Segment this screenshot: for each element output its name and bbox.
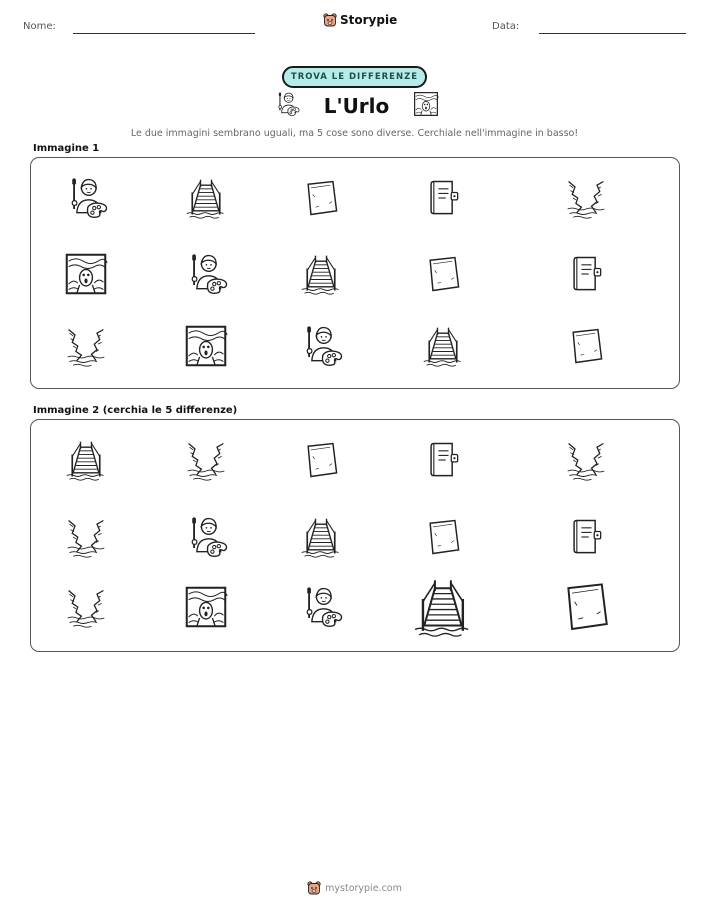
grid-cell[interactable] — [556, 168, 616, 228]
grid-cell[interactable] — [176, 316, 236, 376]
grid-cell[interactable] — [291, 577, 351, 637]
painter-icon — [299, 324, 343, 368]
grid-cell[interactable] — [413, 244, 473, 304]
grid-cell[interactable] — [413, 316, 473, 376]
footer-url: mystorypie.com — [325, 882, 402, 894]
grid-cell[interactable] — [291, 244, 351, 304]
fjord-icon — [564, 438, 608, 482]
fjord-icon — [64, 324, 108, 368]
image1-label: Immagine 1 — [33, 143, 100, 154]
page-title: L'Urlo — [323, 94, 390, 118]
storypie-bear-icon — [307, 881, 321, 895]
grid-cell[interactable] — [176, 430, 236, 490]
paper-icon — [556, 577, 615, 636]
grid-cell[interactable] — [56, 507, 116, 567]
grid-cell[interactable] — [556, 430, 616, 490]
grid-cell[interactable] — [413, 507, 473, 567]
grid-cell[interactable] — [291, 507, 351, 567]
paper-icon — [564, 324, 608, 368]
title-row — [274, 90, 439, 122]
grid-cell[interactable] — [56, 577, 116, 637]
grid-cell[interactable] — [413, 430, 473, 490]
grid-cell[interactable] — [56, 430, 116, 490]
grid-cell[interactable] — [176, 244, 236, 304]
painter-icon — [299, 585, 343, 629]
pier-icon — [299, 252, 343, 296]
fjord-icon — [64, 515, 108, 559]
image1-panel — [30, 157, 680, 389]
pier-icon — [299, 515, 343, 559]
grid-cell[interactable] — [556, 316, 616, 376]
grid-cell[interactable] — [56, 168, 116, 228]
title-scream-painting-icon — [413, 91, 439, 121]
scream-painting-icon — [413, 91, 439, 117]
grid-cell[interactable] — [291, 168, 351, 228]
book-icon — [564, 515, 608, 559]
book-icon — [564, 252, 608, 296]
grid-cell[interactable] — [56, 316, 116, 376]
date-field[interactable] — [539, 33, 686, 34]
brand-logo — [323, 13, 397, 27]
fjord-icon — [184, 438, 228, 482]
name-label: Nome: — [23, 21, 56, 32]
painter-icon — [184, 515, 228, 559]
activity-badge: TROVA LE DIFFERENZE — [282, 66, 427, 88]
grid-cell[interactable] — [176, 577, 236, 637]
brand-name: Storypie — [340, 13, 398, 27]
date-label: Data: — [492, 21, 520, 32]
image2-panel — [30, 419, 680, 652]
pier-icon — [64, 438, 108, 482]
grid-cell[interactable] — [176, 168, 236, 228]
image2-label: Immagine 2 (cerchia le 5 differenze) — [33, 405, 238, 416]
paper-icon — [421, 515, 465, 559]
scream-painting-icon — [64, 252, 108, 296]
grid-cell[interactable] — [291, 316, 351, 376]
scream-painting-icon — [184, 324, 228, 368]
title-painter-icon — [274, 91, 300, 121]
scream-painting-icon — [184, 585, 228, 629]
painter-icon — [184, 252, 228, 296]
paper-icon — [299, 176, 343, 220]
storypie-bear-icon — [323, 13, 337, 27]
name-field[interactable] — [73, 33, 255, 34]
fjord-icon — [64, 585, 108, 629]
pier-icon — [184, 176, 228, 220]
grid-cell[interactable] — [413, 577, 473, 637]
pier-icon — [421, 324, 465, 368]
painter-icon — [64, 176, 108, 220]
grid-cell[interactable] — [556, 507, 616, 567]
grid-cell[interactable] — [413, 168, 473, 228]
grid-cell[interactable] — [176, 507, 236, 567]
grid-cell[interactable] — [556, 244, 616, 304]
footer — [0, 881, 709, 895]
book-icon — [421, 176, 465, 220]
paper-icon — [421, 252, 465, 296]
fjord-icon — [564, 176, 608, 220]
grid-cell[interactable] — [556, 577, 616, 637]
instructions: Le due immagini sembrano uguali, ma 5 cose sono diverse. Cerchiale nell'immagine in basso! — [130, 128, 579, 139]
paper-icon — [299, 438, 343, 482]
book-icon — [421, 438, 465, 482]
grid-cell[interactable] — [291, 430, 351, 490]
painter-icon — [274, 91, 300, 117]
grid-cell[interactable] — [56, 244, 116, 304]
pier-icon — [411, 575, 475, 639]
